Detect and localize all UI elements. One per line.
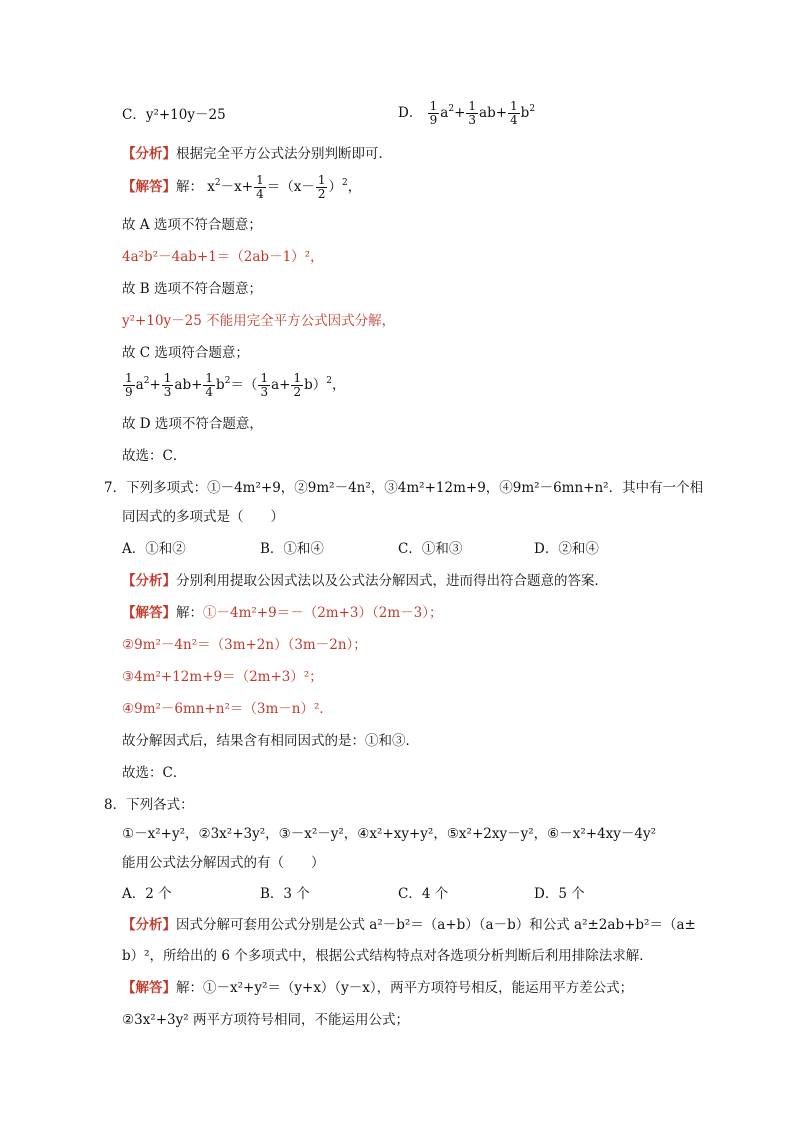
q8-analysis-line2: b）²，所给出的 6 个多项式中，根据公式结构特点对各选项分析判断后利用排除法求解． [122,948,653,964]
q7-stem-line2: 同因式的多项式是（ ） [122,509,284,525]
q6-step-c-conclusion: 故 C 选项符合题意； [122,345,249,361]
q6-answer-line: 【解答】解： $x^2-x+$ $\frac{1}{4}$ ＝（x－ $\frac{1}{2}$ ）$^2$， [122,173,362,201]
q7-answer-step1: 【解答】解：①－4m²+9＝－（2m+3）（2m－3）； [122,605,443,621]
q6-choice: 故选：C． [122,448,187,464]
q7-option-a: A．①和② [122,541,186,557]
q6-step-b-expr: 4a²b²－4ab+1＝（2ab－1）²， [122,249,324,265]
q7-answer-step4: ④9m²－6mn+n²＝（3m－n）²． [122,701,333,717]
q6-option-c: C．y²+10y－25 [122,107,226,123]
q8-option-c: C．4 个 [398,886,449,902]
q8-option-a: A．2 个 [122,886,172,902]
q6-analysis: 【分析】根据完全平方公式法分别判断即可． [122,146,392,162]
q6-step-d-conclusion: 故 D 选项不符合题意， [122,416,263,432]
q6-step-c-expr: y²+10y－25 不能用完全平方公式因式分解， [122,313,396,329]
q8-stem-line3: 能用公式法分解因式的有（ ） [122,855,325,871]
q8-stem-line2: ①－x²+y²，②3x²+3y²，③－x²－y²，④x²+xy+y²，⑤x²+2xy－y²，⑥－x²+4xy－4y² [122,826,657,842]
q8-answer-step1: 【解答】解：①－x²+y²＝（y+x）（y－x），两平方项符号相反，能运用平方差公式； [122,980,634,996]
q8-stem-line1: 8．下列各式： [104,797,194,813]
q6-step-d-expr: $\frac{1}{9}$ $a^2+$ $\frac{1}{3}$ ab+ $\frac{1}{4}$ $b^2=$（ $\frac{1}{3}$ a+ $\frac{1}{2}$ b）$^2$， [125,371,346,399]
q7-conclusion: 故分解因式后，结果含有相同因式的是：①和③． [122,733,419,749]
q8-analysis-line1: 【分析】因式分解可套用公式分别是公式 a²－b²＝（a+b）（a－b）和公式 a²±2ab+b²＝（a± [122,917,696,933]
q8-answer-step2: ②3x²+3y² 两平方项符号相同，不能运用公式； [122,1012,409,1028]
q8-option-b: B．3 个 [260,886,310,902]
q6-step-b-conclusion: 故 B 选项不符合题意； [122,281,263,297]
q7-answer-step2: ②9m²－4n²＝（3m+2n）（3m－2n）； [122,637,367,653]
q7-answer-step3: ③4m²+12m+9＝（2m+3）²； [122,669,323,685]
q7-option-b: B．①和④ [260,541,324,557]
q7-option-d: D．②和④ [534,541,599,557]
q6-step-a-conclusion: 故 A 选项不符合题意； [122,217,262,233]
q8-option-d: D．5 个 [534,886,585,902]
q6-option-d: D． $\frac{1}{9}$ $a^2+$ $\frac{1}{3}$ ab+ $\frac{1}{4}$ $b^2$ [398,99,536,127]
q7-analysis: 【分析】分别利用提取公因式法以及公式法分解因式，进而得出符合题意的答案． [122,573,608,589]
q7-option-c: C．①和③ [398,541,463,557]
q7-stem-line1: 7．下列多项式：①－4m²+9，②9m²－4n²，③4m²+12m+9，④9m²－6mn+n²．其中有一个相 [104,480,704,496]
q7-choice: 故选：C． [122,765,187,781]
